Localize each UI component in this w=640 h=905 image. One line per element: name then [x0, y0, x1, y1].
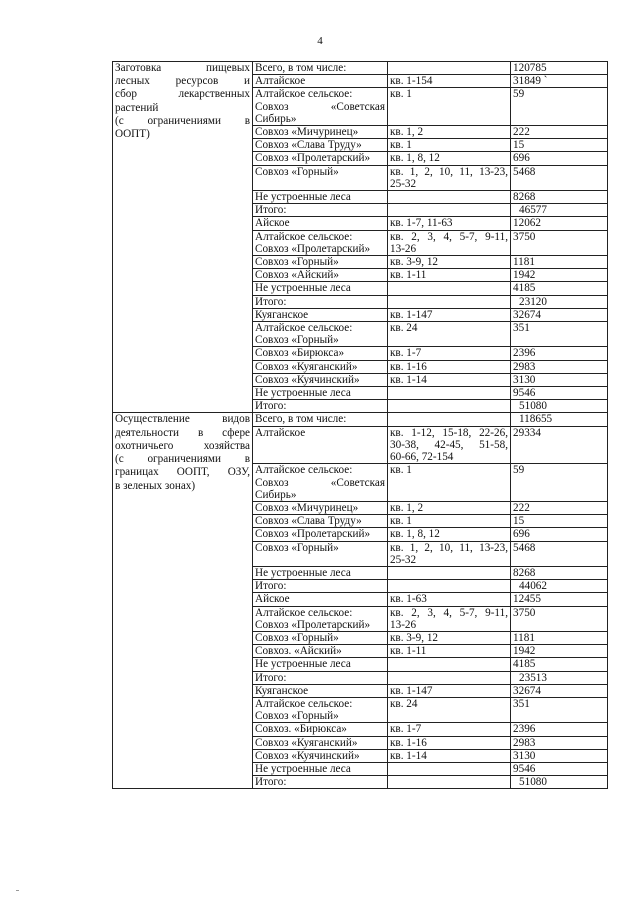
area-value-cell: 12062	[511, 217, 608, 230]
forestry-area-cell	[253, 360, 388, 373]
forestry-area-line: Не устроенные леса	[255, 387, 351, 400]
quarters-cell	[388, 269, 511, 282]
area-value-cell: 3750	[511, 606, 608, 631]
quarters-cell	[388, 165, 511, 190]
forestry-area-line: Не устроенные леса	[255, 658, 351, 671]
area-value-cell: 2396	[511, 723, 608, 736]
forestry-area-line: Совхоз «Куячинский»	[255, 373, 360, 386]
activity-line: охотничьего хозяйства	[115, 439, 250, 452]
forestry-area-line: Сибирь»	[255, 112, 297, 125]
quarters-line: кв. 1-154	[390, 75, 433, 88]
forestry-area-cell	[253, 541, 388, 566]
forestry-area-cell	[253, 230, 388, 255]
forestry-area-line: Айское	[255, 593, 290, 606]
forestry-area-line: Куяганское	[255, 684, 309, 697]
forestry-area-line: Айское	[255, 217, 290, 230]
quarters-line: кв. 1-63	[390, 593, 427, 606]
forestry-area-cell	[253, 295, 388, 308]
forestry-area-cell	[253, 606, 388, 631]
quarters-cell	[388, 400, 511, 413]
quarters-line: 60-66, 72-154	[390, 451, 454, 464]
quarters-cell	[388, 191, 511, 204]
activity-line: ООПТ)	[115, 128, 150, 141]
activity-cell	[113, 62, 253, 413]
forestry-area-line: Итого:	[255, 671, 287, 684]
forestry-area-cell	[253, 501, 388, 514]
quarters-cell	[388, 152, 511, 165]
area-value-cell: 2983	[511, 736, 608, 749]
forestry-area-cell	[253, 631, 388, 644]
quarters-line: кв. 3-9, 12	[390, 631, 439, 644]
forestry-area-line: Итого:	[255, 400, 287, 413]
quarters-line: кв. 1-11	[390, 269, 427, 282]
area-value-cell: 59	[511, 464, 608, 502]
forestry-area-line: Всего, в том числе:	[255, 62, 347, 74]
forestry-area-line: Совхоз «Мичуринец»	[255, 126, 359, 139]
forestry-area-cell	[253, 269, 388, 282]
forestry-area-line: Алтайское	[255, 75, 306, 88]
forestry-area-cell	[253, 776, 388, 789]
forestry-area-line: Алтайское сельское:	[255, 464, 353, 477]
forestry-area-cell	[253, 697, 388, 722]
forestry-area-cell	[253, 645, 388, 658]
forestry-area-line: Итого:	[255, 295, 287, 308]
forestry-area-line: Куяганское	[255, 308, 309, 321]
forestry-area-line: Алтайское сельское:	[255, 322, 353, 335]
forestry-area-line: Алтайское сельское:	[255, 697, 353, 710]
quarters-line: кв. 24	[390, 697, 418, 710]
table-row	[113, 413, 608, 426]
quarters-cell	[388, 230, 511, 255]
area-value-cell: 1942	[511, 269, 608, 282]
forestry-area-line: Алтайское сельское:	[255, 606, 353, 619]
area-value-cell: 12455	[511, 593, 608, 606]
quarters-line: кв. 1, 2, 10, 11, 13-23,	[390, 165, 508, 178]
quarters-line: кв. 24	[390, 322, 418, 335]
area-value-cell: 8268	[511, 566, 608, 579]
forestry-area-cell	[253, 204, 388, 217]
area-value-cell: 59	[511, 88, 608, 126]
forestry-area-line: Не устроенные леса	[255, 566, 351, 579]
quarters-line: кв. 1, 8, 12	[390, 528, 440, 541]
area-value-cell: 15	[511, 139, 608, 152]
quarters-line: кв. 1-14	[390, 749, 427, 762]
forestry-area-line: Совхоз. «Айский»	[255, 645, 342, 658]
quarters-line: 13-26	[390, 618, 417, 631]
quarters-line: кв. 1-16	[390, 360, 427, 373]
quarters-line: 25-32	[390, 177, 417, 190]
area-value-cell: 4185	[511, 282, 608, 295]
quarters-line: кв. 1, 2	[390, 501, 424, 514]
forestry-area-line: Совхоз «Горный»	[255, 541, 339, 554]
forestry-area-cell	[253, 593, 388, 606]
quarters-cell	[388, 360, 511, 373]
quarters-line: кв. 1-7	[390, 347, 422, 360]
quarters-cell	[388, 282, 511, 295]
area-value-cell: 696	[511, 528, 608, 541]
forestry-area-line: Совхоз «Советская	[255, 476, 385, 489]
forestry-area-cell	[253, 308, 388, 321]
forestry-area-cell	[253, 464, 388, 502]
area-value-cell: 29334	[511, 426, 608, 464]
activity-cell	[113, 413, 253, 789]
forestry-area-cell	[253, 373, 388, 386]
area-value-cell: 1181	[511, 631, 608, 644]
quarters-line: кв. 3-9, 12	[390, 256, 439, 269]
area-value-cell: 2396	[511, 347, 608, 360]
forestry-area-line: Всего, в том числе:	[255, 413, 347, 426]
quarters-cell	[388, 139, 511, 152]
area-value-cell: 23120	[511, 295, 608, 308]
area-value-cell: 696	[511, 152, 608, 165]
forestry-area-line: Совхоз «Горный»	[255, 334, 339, 347]
quarters-cell	[388, 387, 511, 400]
forestry-area-line: Алтайское	[255, 426, 306, 439]
quarters-line: кв. 1, 8, 12	[390, 152, 440, 165]
area-value-cell: 23513	[511, 671, 608, 684]
area-value-cell: 120785	[511, 62, 608, 75]
quarters-line: кв. 1, 2	[390, 126, 424, 139]
forestry-area-cell	[253, 749, 388, 762]
area-value-cell: 51080	[511, 400, 608, 413]
forestry-area-line: Совхоз «Куяганский»	[255, 736, 358, 749]
forestry-area-cell	[253, 580, 388, 593]
quarters-line: 13-26	[390, 242, 417, 255]
activity-line: растений	[115, 101, 159, 114]
area-value-cell: 32674	[511, 684, 608, 697]
quarters-cell	[388, 631, 511, 644]
area-value-cell: 51080	[511, 776, 608, 789]
forestry-area-cell	[253, 684, 388, 697]
forestry-area-line: Алтайское сельское:	[255, 230, 353, 243]
area-value-cell: 15	[511, 515, 608, 528]
quarters-cell	[388, 204, 511, 217]
area-value-cell: 31849 `	[511, 75, 608, 88]
area-value-cell: 3750	[511, 230, 608, 255]
area-value-cell: 2983	[511, 360, 608, 373]
quarters-cell	[388, 413, 511, 426]
quarters-line: кв. 1-147	[390, 308, 433, 321]
forestry-area-line: Совхоз «Пролетарский»	[255, 152, 371, 165]
forestry-area-cell	[253, 736, 388, 749]
quarters-cell	[388, 580, 511, 593]
forestry-area-cell	[253, 528, 388, 541]
area-value-cell: 9546	[511, 762, 608, 775]
forestry-area-line: Итого:	[255, 776, 287, 789]
quarters-cell	[388, 723, 511, 736]
quarters-cell	[388, 373, 511, 386]
area-value-cell: 222	[511, 501, 608, 514]
activity-line: лесных ресурсов и	[115, 75, 250, 88]
area-value-cell: 3130	[511, 749, 608, 762]
activity-line: границах ООПТ, ОЗУ,	[115, 466, 250, 479]
forestry-area-line: Совхоз «Слава Труду»	[255, 139, 362, 152]
forestry-area-line: Не устроенные леса	[255, 191, 351, 204]
quarters-cell	[388, 515, 511, 528]
forestry-area-line: Совхоз «Горный»	[255, 710, 339, 723]
forestry-area-line: Совхоз «Горный»	[255, 165, 339, 178]
forestry-area-line: Совхоз. «Бирюкса»	[255, 723, 347, 736]
forestry-area-cell	[253, 515, 388, 528]
quarters-cell	[388, 501, 511, 514]
forestry-area-cell	[253, 75, 388, 88]
forest-use-table	[112, 61, 608, 789]
forestry-area-cell	[253, 413, 388, 426]
quarters-cell	[388, 126, 511, 139]
quarters-line: кв. 2, 3, 4, 5-7, 9-11,	[390, 606, 508, 619]
quarters-line: кв. 1-7	[390, 723, 422, 736]
area-value-cell: 32674	[511, 308, 608, 321]
forestry-area-cell	[253, 152, 388, 165]
quarters-line: 30-38, 42-45, 51-58,	[390, 438, 508, 451]
forestry-area-cell	[253, 88, 388, 126]
forestry-area-cell	[253, 762, 388, 775]
quarters-line: кв. 1, 2, 10, 11, 13-23,	[390, 541, 508, 554]
forestry-area-line: Совхоз «Пролетарский»	[255, 618, 371, 631]
activity-line: деятельности в сфере	[115, 426, 250, 439]
forestry-area-cell	[253, 426, 388, 464]
forestry-area-cell	[253, 282, 388, 295]
forestry-area-line: Совхоз «Слава Труду»	[255, 515, 362, 528]
quarters-cell	[388, 75, 511, 88]
area-value-cell: 46577	[511, 204, 608, 217]
quarters-cell	[388, 528, 511, 541]
forestry-area-line: Совхоз «Куячинский»	[255, 749, 360, 762]
quarters-cell	[388, 606, 511, 631]
forestry-area-cell	[253, 671, 388, 684]
forestry-area-cell	[253, 658, 388, 671]
area-value-cell: 351	[511, 322, 608, 347]
forestry-area-line: Не устроенные леса	[255, 282, 351, 295]
quarters-cell	[388, 736, 511, 749]
quarters-cell	[388, 347, 511, 360]
quarters-cell	[388, 566, 511, 579]
quarters-cell	[388, 776, 511, 789]
forestry-area-line: Итого:	[255, 580, 287, 593]
forestry-area-cell	[253, 126, 388, 139]
quarters-cell	[388, 308, 511, 321]
forestry-area-line: Совхоз «Айский»	[255, 269, 339, 282]
forestry-area-line: Алтайское сельское:	[255, 88, 353, 101]
area-value-cell: 5468	[511, 165, 608, 190]
area-value-cell: 4185	[511, 658, 608, 671]
quarters-line: кв. 1-14	[390, 373, 427, 386]
quarters-cell	[388, 645, 511, 658]
forestry-area-cell	[253, 62, 388, 75]
quarters-line: кв. 1-7, 11-63	[390, 217, 453, 230]
forestry-area-line: Совхоз «Бирюкса»	[255, 347, 345, 360]
quarters-line: кв. 1	[390, 139, 412, 152]
quarters-line: 25-32	[390, 553, 417, 566]
forestry-area-cell	[253, 387, 388, 400]
quarters-cell	[388, 541, 511, 566]
activity-line: Заготовка пищевых	[115, 62, 250, 74]
quarters-line: кв. 1-147	[390, 684, 433, 697]
scan-mark	[16, 890, 19, 891]
forestry-area-line: Итого:	[255, 204, 287, 217]
forestry-area-cell	[253, 165, 388, 190]
activity-line: (с ограничениями в	[115, 453, 250, 466]
forestry-area-cell	[253, 723, 388, 736]
forestry-area-cell	[253, 347, 388, 360]
area-value-cell: 222	[511, 126, 608, 139]
area-value-cell: 118655	[511, 413, 608, 426]
quarters-cell	[388, 464, 511, 502]
forestry-area-line: Совхоз «Советская	[255, 100, 385, 113]
quarters-cell	[388, 256, 511, 269]
forestry-area-line: Совхоз «Пролетарский»	[255, 528, 371, 541]
quarters-cell	[388, 62, 511, 75]
quarters-cell	[388, 697, 511, 722]
quarters-line: кв. 1-12, 15-18, 22-26,	[390, 426, 508, 439]
table-row	[113, 62, 608, 75]
page-number: 4	[317, 35, 323, 47]
forestry-area-line: Совхоз «Куяганский»	[255, 360, 358, 373]
quarters-cell	[388, 684, 511, 697]
forestry-area-cell	[253, 256, 388, 269]
forestry-area-line: Не устроенные леса	[255, 762, 351, 775]
quarters-cell	[388, 749, 511, 762]
area-value-cell: 8268	[511, 191, 608, 204]
forestry-area-cell	[253, 191, 388, 204]
forestry-area-line: Совхоз «Мичуринец»	[255, 501, 359, 514]
quarters-cell	[388, 671, 511, 684]
area-value-cell: 1181	[511, 256, 608, 269]
quarters-line: кв. 2, 3, 4, 5-7, 9-11,	[390, 230, 508, 243]
forestry-area-line: Сибирь»	[255, 488, 297, 501]
activity-line: (с ограничениями в	[115, 114, 250, 127]
quarters-cell	[388, 295, 511, 308]
area-value-cell: 351	[511, 697, 608, 722]
area-value-cell: 5468	[511, 541, 608, 566]
quarters-cell	[388, 593, 511, 606]
activity-line: сбор лекарственных	[115, 88, 250, 101]
quarters-line: кв. 1-11	[390, 645, 427, 658]
activity-line: в зеленых зонах)	[115, 479, 196, 492]
area-value-cell: 44062	[511, 580, 608, 593]
quarters-line: кв. 1	[390, 515, 412, 528]
forestry-area-line: Совхоз «Пролетарский»	[255, 242, 371, 255]
quarters-cell	[388, 762, 511, 775]
forestry-area-line: Совхоз «Горный»	[255, 631, 339, 644]
area-value-cell: 3130	[511, 373, 608, 386]
forestry-area-cell	[253, 217, 388, 230]
quarters-cell	[388, 426, 511, 464]
area-value-cell: 9546	[511, 387, 608, 400]
forestry-area-line: Совхоз «Горный»	[255, 256, 339, 269]
quarters-cell	[388, 658, 511, 671]
quarters-line: кв. 1	[390, 464, 412, 477]
quarters-cell	[388, 217, 511, 230]
forestry-area-cell	[253, 139, 388, 152]
area-value-cell: 1942	[511, 645, 608, 658]
forestry-area-cell	[253, 322, 388, 347]
quarters-cell	[388, 88, 511, 126]
forestry-area-cell	[253, 400, 388, 413]
forestry-area-cell	[253, 566, 388, 579]
quarters-line: кв. 1-16	[390, 736, 427, 749]
activity-line: Осуществление видов	[115, 413, 250, 426]
quarters-cell	[388, 322, 511, 347]
quarters-line: кв. 1	[390, 88, 412, 101]
